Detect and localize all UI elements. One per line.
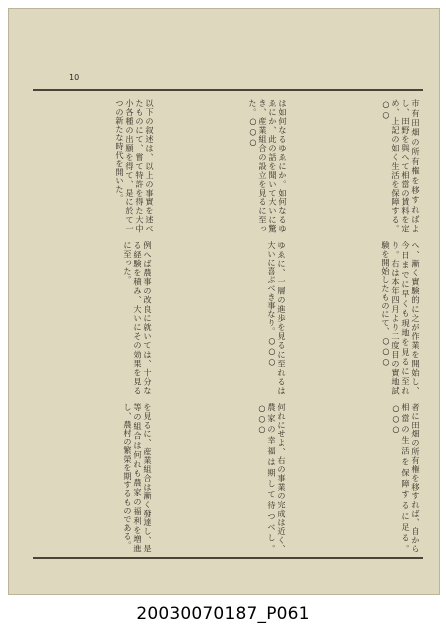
article-column: 市有田畑の所有権を移すればよし、田野を與へて相當の賃料を定め、上記の如く生活を保障する。○○	[381, 99, 421, 233]
article-column: を見るに、産業組合は漸く發達し、是等の組合は何れも農家の福利を増進し、農村の繁榮を期するものである。	[123, 403, 153, 553]
book-page	[8, 8, 440, 595]
top-rule	[33, 89, 423, 91]
article-column: ゆゑに、一層の進歩を見るに至れるは大いに喜ぶべき事なり。○○○	[267, 241, 287, 395]
article-column: 以下の叙述は、以上の事實を述べたものにて、嘗て特許を得た大中小各種の出願を得て、是に於て一つの新たな時代を開いた。	[115, 99, 155, 233]
article-column: は如何なるゆゑにか。如何なるゆゑにか、此の話を聞いて大いに驚き、産業組合の設立を見るに至った。○○○	[248, 99, 288, 233]
article-column: 者に田畑の所有権を移すれば、自から相當の生活を保障するに足る。○○○	[391, 403, 421, 553]
text-band-top	[35, 99, 421, 233]
text-band-bottom	[35, 403, 421, 553]
article-column: 例へば農事の改良に就いては、十分なる経験を積み、大いにその効果を見るに至った。	[123, 241, 153, 395]
article-column: 何れにせよ、右の事業の完成は近く、農家の幸福は期して待つべし。○○○	[257, 403, 287, 553]
archive-id-caption: 20030070187_P061	[136, 604, 310, 624]
text-band-middle	[35, 241, 421, 395]
page-number: 10	[69, 73, 80, 82]
article-column: へ、漸く實験的に之が作業を開始し、今日までに早くも現地を見るに至れり。右は本年四月より二度目の實地試験を開始したものにて、○○○	[381, 241, 421, 395]
bottom-rule	[33, 557, 423, 559]
